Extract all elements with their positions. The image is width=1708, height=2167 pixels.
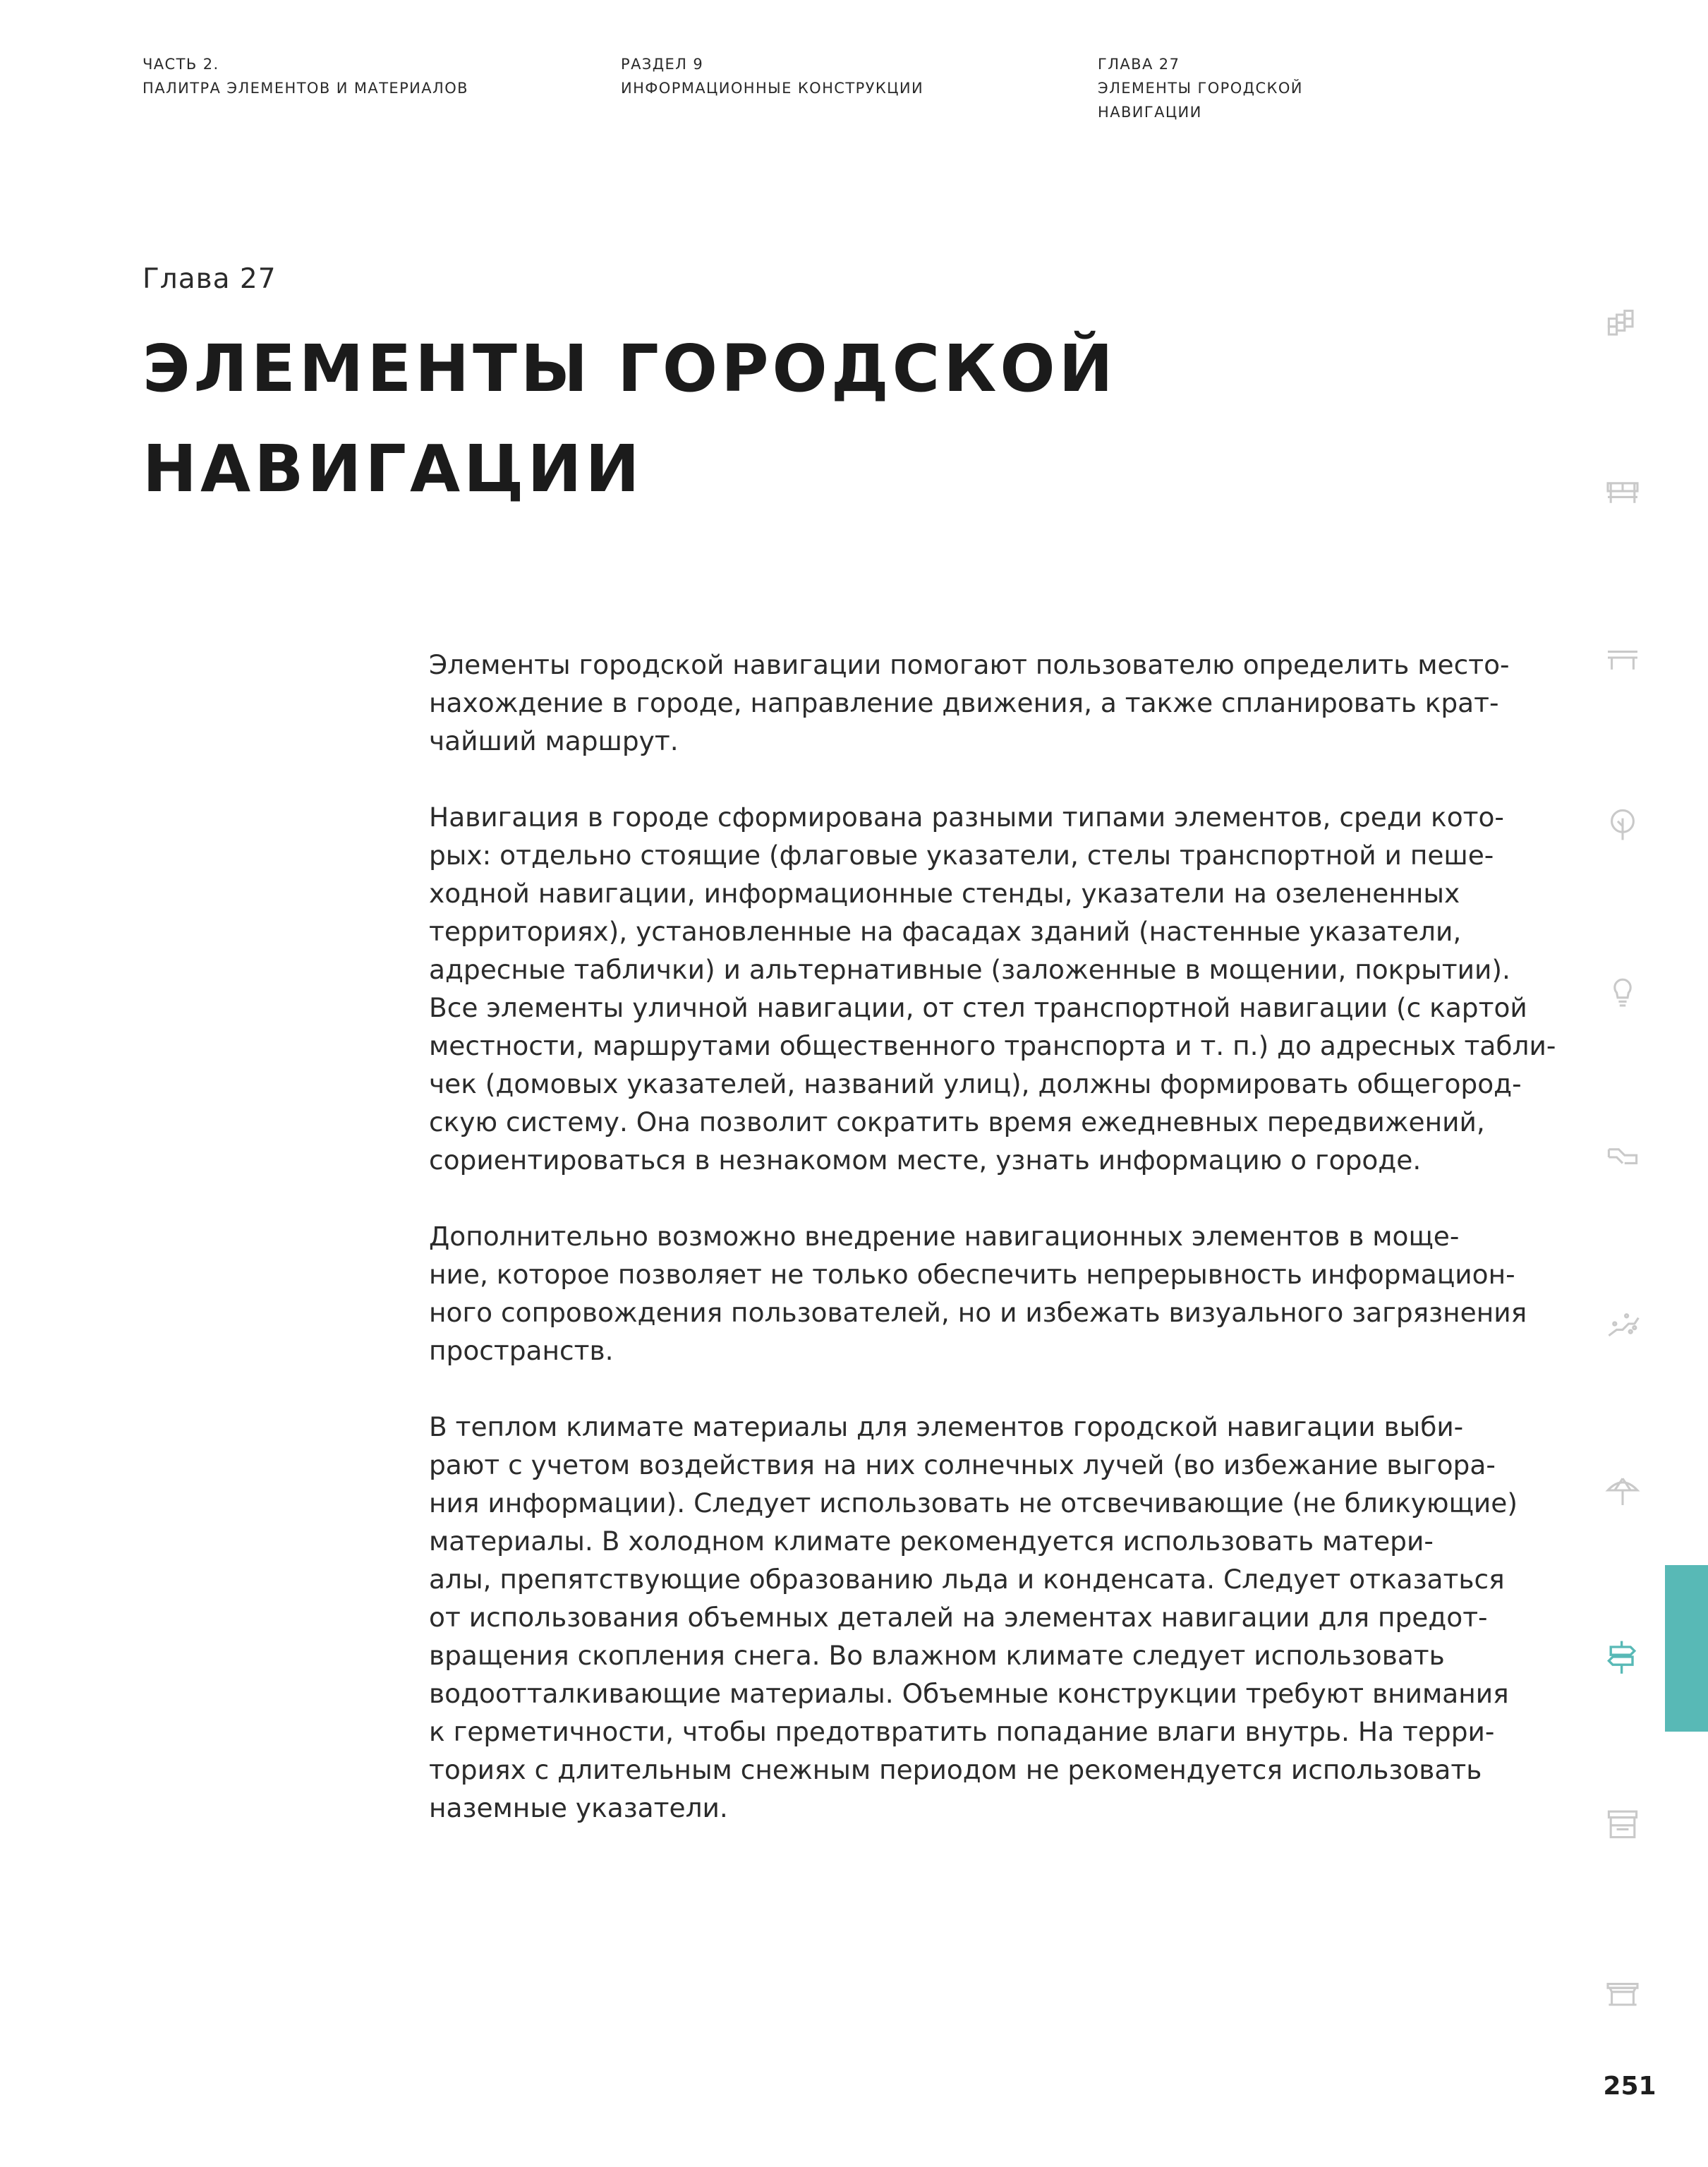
text-line: ния информации). Следует использовать не отсвечивающие (не бликующие) [429,1487,1518,1519]
text-line: чек (домовых указателей, названий улиц), должны формировать общегород- [429,1068,1522,1099]
text-line: Навигация в городе сформирована разными типами элементов, среди кото- [429,802,1504,833]
bench-icon[interactable] [1587,463,1658,519]
active-chapter-tab [1665,1565,1708,1732]
text-line: скую систему. Она позволит сократить время ежедневных передвижений, [429,1106,1485,1137]
text-line: чайший маршрут. [429,725,679,756]
chapter-title [143,319,1271,519]
text-line: водоотталкивающие материалы. Объемные конструкции требуют внимания [429,1678,1509,1709]
body-text [429,646,1556,1827]
paragraph [429,798,1556,1179]
text-line: наземные указатели. [429,1792,728,1823]
text-line: ходной навигации, информационные стенды, указатели на озелененных [429,878,1460,909]
text-line: местности, маршрутами общественного транспорта и т. п.) до адресных табли- [429,1030,1556,1061]
running-header-chapter-line: ЭЛЕМЕНТЫ ГОРОДСКОЙ [1098,80,1303,97]
chapter-title-line: НАВИГАЦИИ [143,431,643,507]
modular-blocks-icon[interactable] [1587,296,1658,353]
stairs-plants-icon[interactable] [1587,1296,1658,1352]
running-header-chapter-line: НАВИГАЦИИ [1098,104,1202,121]
chapter-kicker: Глава 27 [143,263,277,295]
paragraph [429,646,1544,760]
running-header-part-line: ПАЛИТРА ЭЛЕМЕНТОВ И МАТЕРИАЛОВ [143,80,468,97]
text-line: ториях с длительным снежным периодом не рекомендуется использовать [429,1754,1482,1785]
text-line: адресные таблички) и альтернативные (заложенные в мощении, покрытии). [429,954,1510,985]
chapter-title-line: ЭЛЕМЕНТЫ ГОРОДСКОЙ [143,331,1117,406]
signpost-icon[interactable] [1587,1629,1658,1685]
text-line: вращения скопления снега. Во влажном климате следует использовать [429,1640,1445,1671]
table-icon[interactable] [1587,629,1658,686]
text-line: Элементы городской навигации помогают пользователю определить место- [429,649,1510,680]
text-line: рых: отдельно стоящие (флаговые указатели, стелы транспортной и пеше- [429,840,1494,871]
text-line: к герметичности, чтобы предотвратить попадание влаги внутрь. На терри- [429,1716,1495,1747]
text-line: нахождение в городе, направление движения, а также спланировать крат- [429,687,1499,718]
running-header-chapter [1098,52,1303,124]
paragraph [429,1217,1544,1370]
text-line: сориентироваться в незнакомом месте, узнать информацию о городе. [429,1145,1422,1176]
text-line: от использования объемных деталей на элементах навигации для предот- [429,1602,1488,1633]
running-header-part [143,52,468,100]
running-header-section-line: РАЗДЕЛ 9 [621,56,704,73]
text-line: ного сопровождения пользователей, но и избежать визуального загрязнения [429,1297,1527,1328]
text-line: Все элементы уличной навигации, от стел транспортной навигации (с картой [429,992,1527,1023]
paragraph [429,1408,1544,1827]
awning-stall-icon[interactable] [1587,1962,1658,2018]
kiosk-icon[interactable] [1587,1795,1658,1852]
running-header-section-line: ИНФОРМАЦИОННЫЕ КОНСТРУКЦИИ [621,80,924,97]
text-line: материалы. В холодном климате рекомендуется использовать матери- [429,1526,1434,1557]
tree-icon[interactable] [1587,796,1658,852]
text-line: ние, которое позволяет не только обеспечить непрерывность информацион- [429,1259,1515,1290]
running-header-section [621,52,923,100]
lightbulb-icon[interactable] [1587,962,1658,1019]
pipe-connector-icon[interactable] [1587,1129,1658,1185]
text-line: В теплом климате материалы для элементов городской навигации выби- [429,1411,1464,1442]
text-line: пространств. [429,1335,614,1366]
text-line: Дополнительно возможно внедрение навигационных элементов в моще- [429,1221,1460,1252]
running-header-chapter-line: ГЛАВА 27 [1098,56,1180,73]
running-header-part-line: ЧАСТЬ 2. [143,56,219,73]
page-number: 251 [1603,2072,1656,2101]
text-line: территориях), установленные на фасадах зданий (настенные указатели, [429,916,1462,947]
umbrella-icon[interactable] [1587,1462,1658,1519]
text-line: рают с учетом воздействия на них солнечных лучей (во избежание выгора- [429,1449,1496,1480]
text-line: алы, препятствующие образованию льда и конденсата. Следует отказаться [429,1564,1505,1595]
